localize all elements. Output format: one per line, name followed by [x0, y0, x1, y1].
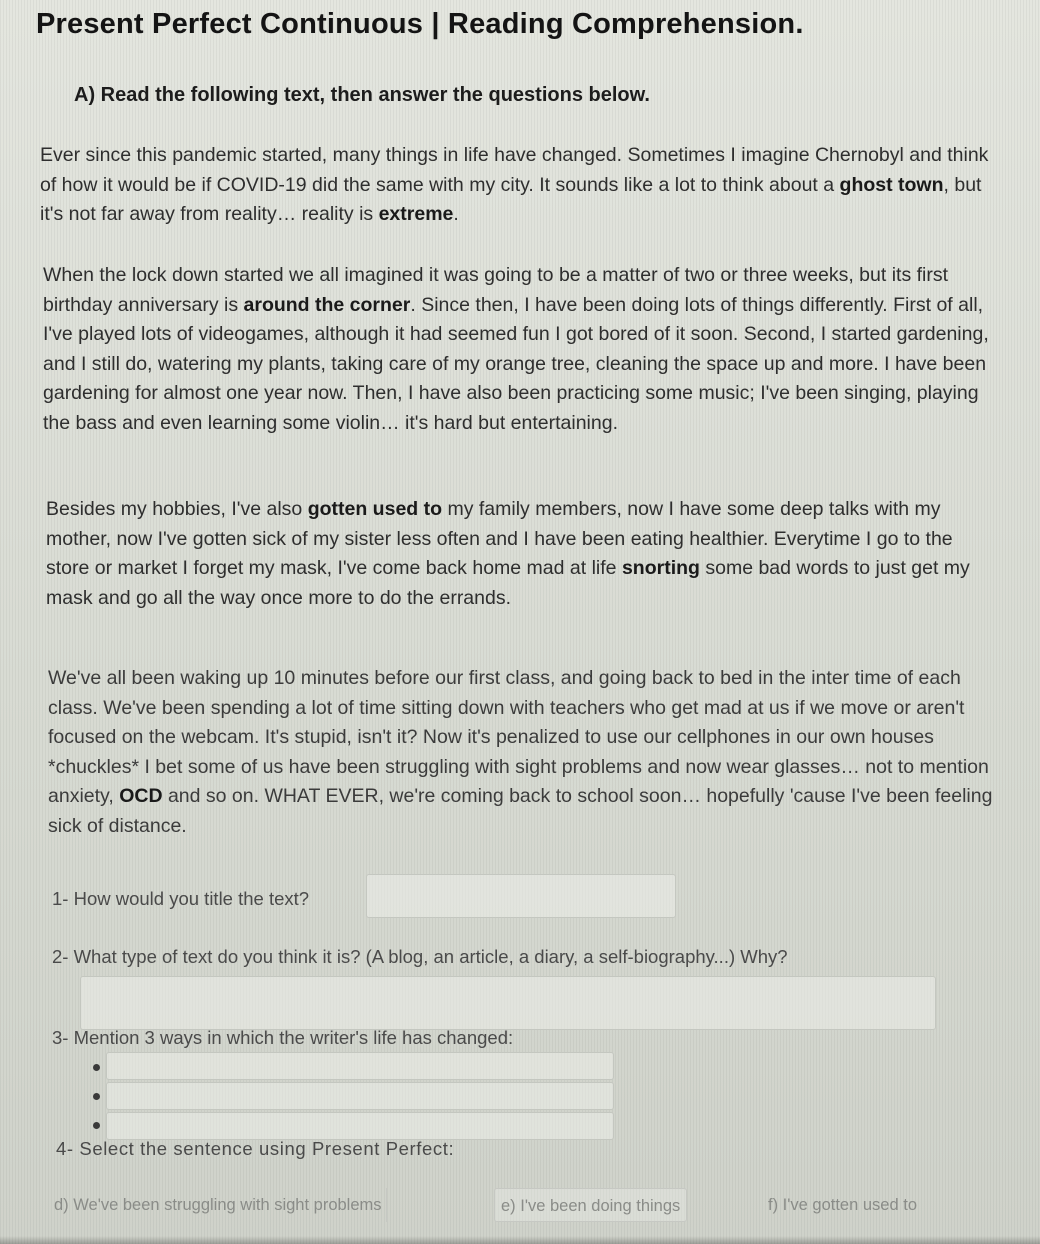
vocab-gotten-used-to: gotten used to — [307, 498, 443, 520]
reading-paragraph-4: We've all been waking up 10 minutes before our first class, and going back to bed in the inter time of each class. We've been spending a lot of time sitting down with teachers who get mad at us if we move or aren't focused on the webcam. It's stupid, isn't it? Now it's penalized to use our cellphones in our own houses *chuckles* I bet some of us have been struggling with sight problems and now wear glasses… not to mention anxiety, OCD and so on. WHAT EVER, we're coming back to school soon… hopefully 'cause I've been feeling sick of distance. — [48, 667, 993, 837]
vocab-ghost-town: ghost town — [839, 173, 944, 196]
answer-3-input-2[interactable] — [107, 1083, 613, 1109]
page-title: Present Perfect Continuous | Reading Comprehension. — [36, 8, 804, 40]
bullet-icon — [93, 1064, 100, 1071]
option-f[interactable]: f) I've gotten used to — [768, 1196, 917, 1214]
answer-1-input[interactable] — [367, 875, 675, 917]
answer-2-input[interactable] — [81, 977, 935, 1029]
vocab-ocd: OCD — [119, 785, 163, 807]
option-d[interactable]: d) We've been struggling with sight problems — [54, 1188, 387, 1222]
section-instruction: A) Read the following text, then answer the questions below. — [74, 84, 650, 106]
bullet-icon — [93, 1093, 100, 1100]
answer-1-field[interactable] — [366, 874, 676, 918]
answer-3-input-1[interactable] — [107, 1053, 613, 1079]
question-1: 1- How would you title the text? — [52, 888, 310, 909]
question-3: 3- Mention 3 ways in which the writer's life has changed: — [52, 1027, 514, 1048]
page-bottom-edge — [0, 1236, 1040, 1244]
question-4: 4- Select the sentence using Present Perfect: — [56, 1138, 455, 1159]
reading-paragraph-3: Besides my hobbies, I've also gotten used to my family members, now I have some deep talks with my mother, now I've gotten sick of my sister less often and I have been eating healthier. Everytime I go to the store or market I forget my mask, I've come back home mad at life snorting some bad words to just get my mask and go all the way once more to do the errands. — [46, 498, 970, 609]
answer-3-field-1[interactable] — [106, 1052, 614, 1080]
reading-paragraph-2: When the lock down started we all imagined it was going to be a matter of two or three weeks, but its first birthday anniversary is around the corner. Since then, I have been doing lots of things differently. First of all, I've played lots of videogames, although it had seemed fun I got bored of it soon. Second, I started gardening, and I still do, watering my plants, taking care of my orange tree, cleaning the space up and more. I have been gardening for almost one year now. Then, I have also been practicing some music; I've been singing, playing the bass and even learning some violin… it's hard but entertaining. — [43, 264, 989, 434]
vocab-around-the-corner: around the corner — [243, 293, 411, 316]
answer-3-field-2[interactable] — [106, 1082, 614, 1110]
question-2: 2- What type of text do you think it is? (A blog, an article, a diary, a self-biography...) Why? — [52, 946, 788, 967]
answer-2-field[interactable] — [80, 976, 936, 1030]
answer-3-field-3[interactable] — [106, 1112, 614, 1140]
vocab-extreme: extreme — [378, 203, 454, 225]
answer-3-input-3[interactable] — [107, 1113, 613, 1139]
vocab-snorting: snorting — [621, 557, 700, 579]
option-e[interactable]: e) I've been doing things — [494, 1188, 687, 1222]
reading-paragraph-1: Ever since this pandemic started, many things in life have changed. Sometimes I imagine Chernobyl and think of how it would be if COVID-19 did the same with my city. It sounds like a lot to think about a ghost town, but it's not far away from reality… reality is extreme. — [40, 144, 989, 225]
bullet-icon — [93, 1122, 100, 1129]
